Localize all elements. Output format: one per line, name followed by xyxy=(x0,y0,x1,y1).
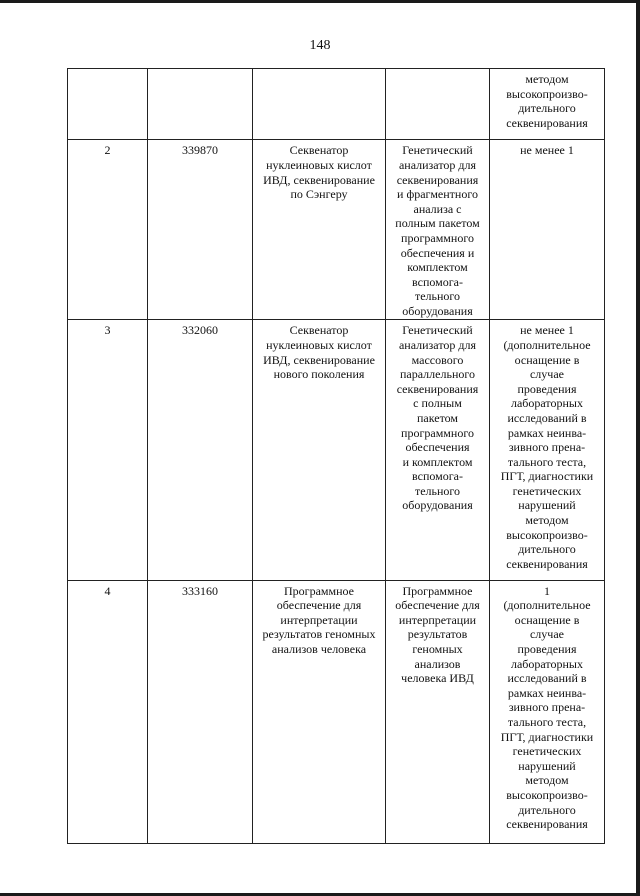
cell-description xyxy=(386,69,490,140)
cell-quantity xyxy=(490,580,605,843)
cell-description xyxy=(386,140,490,320)
cell-name xyxy=(253,140,386,320)
cell-code xyxy=(148,580,253,843)
item-code: 332060 xyxy=(182,323,218,338)
row-number: 4 xyxy=(104,583,111,598)
item-quantity: не менее 1 (дополнительное оснащение в случае проведения лабораторных исследований в рамках неинва- зивного прена- тального теста, ПГТ, диагностики генетических нарушений методом высокопроизво- дительного секвенирования xyxy=(500,323,594,571)
item-name: Секвенатор нуклеиновых кислот ИВД, секвенирование нового поколения xyxy=(263,323,375,382)
scan-border-right xyxy=(636,0,640,896)
cell-code xyxy=(148,140,253,320)
cell-quantity xyxy=(490,69,605,140)
cell-name xyxy=(253,580,386,843)
cell-quantity xyxy=(490,140,605,320)
cell-no xyxy=(68,69,148,140)
item-code: 333160 xyxy=(182,583,218,598)
cell-no xyxy=(68,580,148,843)
item-name: Программное обеспечение для интерпретации результатов геномных анализов человека xyxy=(262,583,376,657)
item-quantity: 1 (дополнительное оснащение в случае проведения лабораторных исследований в рамках неинва- зивного прена- тального теста, ПГТ, диагностики генетических нарушений методом высокопроизво- дительного секвенирования xyxy=(500,583,594,832)
table-row xyxy=(68,140,605,320)
cell-quantity xyxy=(490,320,605,580)
cell-code xyxy=(148,320,253,580)
row-number: 3 xyxy=(104,323,111,338)
table-row xyxy=(68,580,605,843)
item-description: Программное обеспечение для интерпретации результатов геномных анализов человека ИВД xyxy=(395,583,480,686)
item-name: Секвенатор нуклеиновых кислот ИВД, секвенирование по Сэнгеру xyxy=(263,143,375,202)
scan-border-top xyxy=(0,0,640,3)
page-number: 148 xyxy=(309,38,331,53)
item-code: 339870 xyxy=(182,143,218,158)
cell-name xyxy=(253,69,386,140)
cell-no xyxy=(68,140,148,320)
item-description: Генетический анализатор для массового параллельного секвенирования с полным пакетом программного обеспечения и комплектом вспомога- тельного оборудования xyxy=(396,323,479,513)
cell-description xyxy=(386,580,490,843)
table-row xyxy=(68,320,605,580)
cell-name xyxy=(253,320,386,580)
quantity-text: методом высокопроизво- дительного секвенирования xyxy=(506,72,588,130)
item-description: Генетический анализатор для секвенирования и фрагментного анализа с полным пакетом программного обеспечения и комплектом вспомога- тельного оборудования xyxy=(395,143,480,318)
cell-code xyxy=(148,69,253,140)
item-quantity: не менее 1 xyxy=(520,143,574,158)
row-number: 2 xyxy=(104,143,111,158)
table-row-continuation xyxy=(68,69,605,140)
equipment-table xyxy=(67,68,605,844)
cell-description xyxy=(386,320,490,580)
cell-no xyxy=(68,320,148,580)
